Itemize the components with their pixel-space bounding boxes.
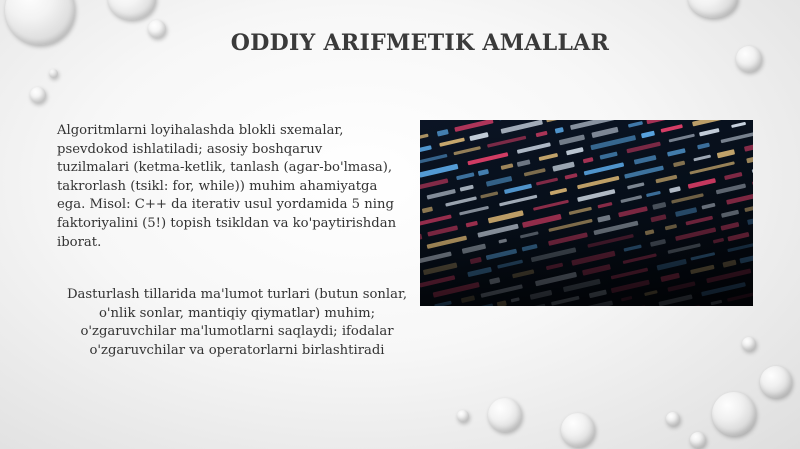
water-drop-decoration <box>760 366 792 398</box>
code-lines-illustration <box>420 120 753 306</box>
water-drop-decoration <box>688 0 738 18</box>
code-vignette <box>420 120 753 306</box>
water-drop-decoration <box>488 398 522 432</box>
water-drop-decoration <box>561 413 595 447</box>
water-drop-decoration <box>108 0 156 20</box>
water-drop-decoration <box>690 432 706 448</box>
water-drop-decoration <box>148 20 166 38</box>
slide-title: ODDIY ARIFMETIK AMALLAR <box>230 30 610 56</box>
body-paragraph-data-types: Dasturlash tillarida ma'lumot turlari (butun sonlar, o'nlik sonlar, mantiqiy qiymatlar) muhim; o'zgaruvchilar ma'lumotlarni saqlaydi; ifodalar o'zgaruvchilar va operatorlarni birlashtiradi <box>66 287 408 358</box>
water-drop-decoration <box>712 392 756 436</box>
water-drop-decoration <box>49 69 58 78</box>
body-paragraph-algorithms: Algoritmlarni loyihalashda blokli sxemalar, psevdokod ishlatiladi; asosiy boshqaruv tuzilmalari (ketma-ketlik, tanlash (agar-bo'lmasa), takrorlash (tsikl: for, while)) muhim ahamiyatga ega. Misol: C++ da iterativ usul yordamida 5 ning faktoriyalini (5!) topish tsikldan va ko'paytirishdan iborat. <box>57 123 397 250</box>
water-drop-decoration <box>742 337 756 351</box>
code-screen-image <box>420 120 753 306</box>
water-drop-decoration <box>457 410 469 422</box>
water-drop-decoration <box>30 87 46 103</box>
water-drop-decoration <box>5 0 75 45</box>
water-drop-decoration <box>666 412 680 426</box>
water-drop-decoration <box>736 46 762 72</box>
